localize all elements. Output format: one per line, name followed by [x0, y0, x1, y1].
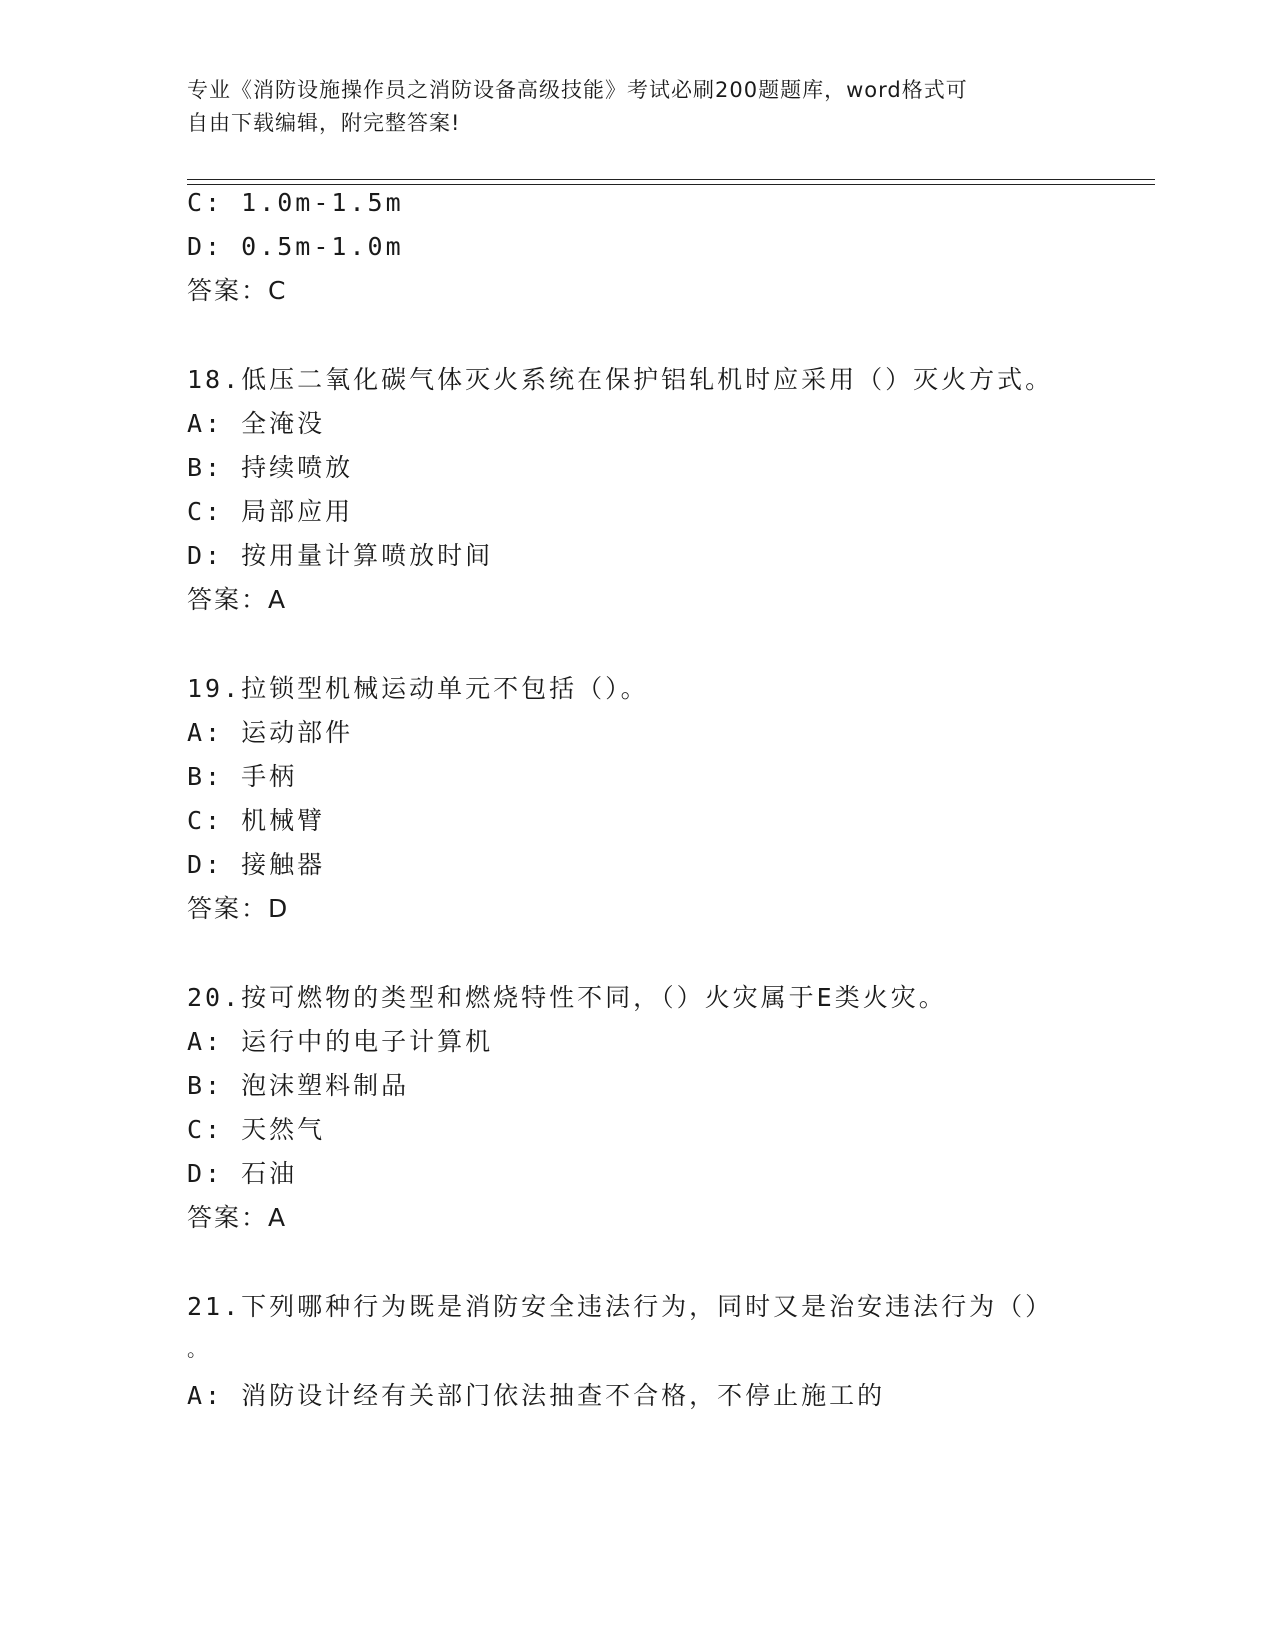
answer: 答案：C	[187, 276, 288, 305]
option-c: C: 1.0m-1.5m	[187, 188, 404, 217]
option-c: C: 局部应用	[187, 497, 354, 526]
option-a: A: 消防设计经有关部门依法抽查不合格，不停止施工的	[187, 1381, 886, 1410]
header-divider	[187, 179, 1155, 180]
answer: 答案：A	[187, 585, 288, 614]
option-d: D: 石油	[187, 1159, 298, 1188]
question-stem: 19.拉锁型机械运动单元不包括（）。	[187, 674, 649, 703]
answer: 答案：D	[187, 894, 290, 923]
option-d: D: 按用量计算喷放时间	[187, 541, 494, 570]
question-stem: 21.下列哪种行为既是消防安全违法行为，同时又是治安违法行为（）	[187, 1292, 1054, 1321]
option-a: A: 运动部件	[187, 718, 354, 747]
question-stem-continuation: 。	[187, 1337, 210, 1361]
document-header	[187, 74, 1067, 140]
header-line-1: 专业《消防设施操作员之消防设备高级技能》考试必刷200题题库，word格式可	[187, 78, 968, 102]
option-a: A: 运行中的电子计算机	[187, 1027, 494, 1056]
option-b: B: 泡沫塑料制品	[187, 1071, 410, 1100]
option-c: C: 机械臂	[187, 806, 326, 835]
question-stem: 20.按可燃物的类型和燃烧特性不同，（）火灾属于E类火灾。	[187, 983, 947, 1012]
answer: 答案：A	[187, 1203, 288, 1232]
option-c: C: 天然气	[187, 1115, 326, 1144]
header-divider-second	[187, 184, 1155, 185]
option-b: B: 持续喷放	[187, 453, 354, 482]
option-d: D: 0.5m-1.0m	[187, 232, 404, 261]
header-line-2: 自由下载编辑，附完整答案!	[187, 111, 461, 135]
question-stem: 18.低压二氧化碳气体灭火系统在保护铝轧机时应采用（）灭火方式。	[187, 365, 1054, 394]
option-d: D: 接触器	[187, 850, 326, 879]
option-a: A: 全淹没	[187, 409, 326, 438]
option-b: B: 手柄	[187, 762, 298, 791]
